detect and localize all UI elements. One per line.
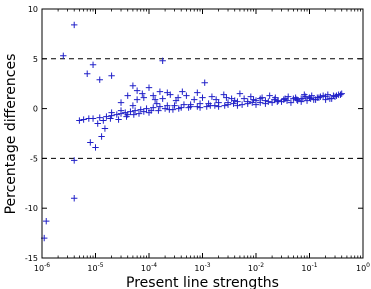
plot-area — [42, 9, 363, 258]
x-tick-label: $10^0$ — [355, 262, 371, 273]
x-axis-label: Present line strengths — [126, 275, 279, 289]
x-tick-label: $10^{-6}$ — [33, 262, 51, 273]
y-tick-label: -5 — [30, 154, 38, 164]
x-tick-label: $10^{-2}$ — [247, 262, 265, 273]
y-tick-label: 5 — [32, 54, 38, 64]
y-tick-label: -15 — [24, 254, 38, 263]
y-tick-label: -10 — [24, 204, 38, 214]
x-tick-label: $10^{-5}$ — [87, 262, 104, 273]
y-tick-label: 0 — [32, 104, 38, 114]
x-tick-label: $10^{-1}$ — [301, 262, 318, 273]
y-tick-label: 10 — [27, 5, 38, 14]
y-axis-label: Percentage differences — [3, 53, 19, 215]
x-tick-label: $10^{-3}$ — [194, 262, 211, 273]
x-tick-label: $10^{-4}$ — [140, 262, 158, 273]
